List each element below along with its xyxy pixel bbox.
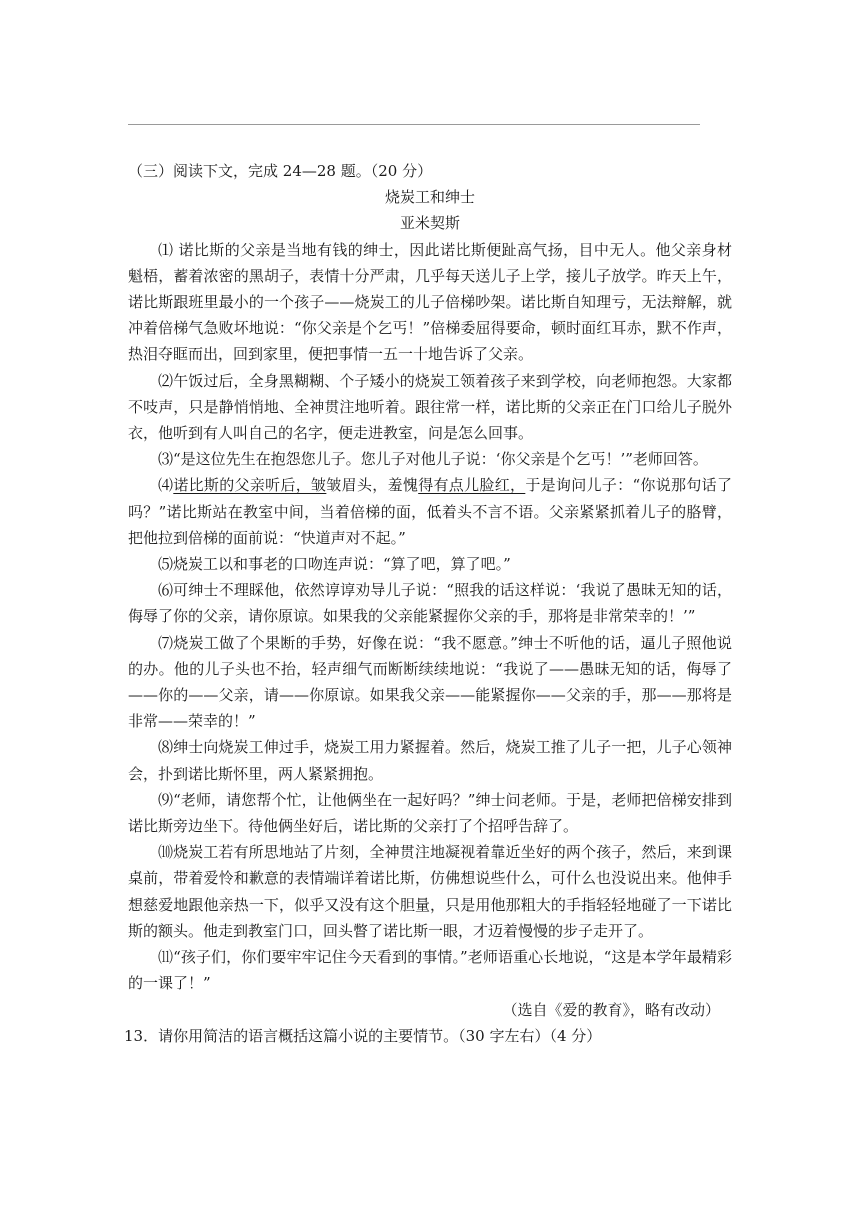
paragraph-4-text-2: 于是询问儿子：“你说那句话了吗？”诺比斯站在教室中间，当着倍梯的面，低着头不言不语。父亲紧紧抓着儿子的胳臂，把他拉到倍梯的面前说：“快道声对不起。” [128, 476, 732, 547]
article-title: 烧炭工和绅士 [384, 188, 475, 207]
paragraph-4-number: ⑷ [158, 476, 174, 495]
paragraph-4-text-1: 皱眉头，羞愧 [326, 476, 419, 495]
paragraph-8: ⑻绅士向烧炭工伸过手，烧炭工用力紧握着。然后，烧炭工推了儿子一把，儿子心领神会，扑到诺比斯怀里，两人紧紧拥抱。 [128, 738, 732, 783]
paragraph-9: ⑼“老师，请您帮个忙，让他俩坐在一起好吗？”绅士问老师。于是，老师把倍梯安排到诺比斯旁边坐下。待他俩坐好后，诺比斯的父亲打了个招呼告辞了。 [128, 790, 732, 836]
question-13: 13．请你用简洁的语言概括这篇小说的主要情节。（30 字左右）（4 分） [124, 1026, 602, 1045]
underlined-phrase-2: 得有点儿脸红， [418, 476, 526, 495]
paragraph-11: ⑾“孩子们，你们要牢牢记住今天看到的事情。”老师语重心长地说，“这是本学年最精彩的一课了！” [128, 948, 732, 993]
document-body [124, 158, 732, 1049]
paragraph-3: ⑶“是这位先生在抱怨您儿子。您儿子对他儿子说：‘你父亲是个乞丐！’”老师回答。 [158, 450, 708, 469]
paragraph-5: ⑸烧炭工以和事老的口吻连声说：“算了吧，算了吧。” [158, 555, 511, 574]
paragraph-6: ⑹可绅士不理睬他，依然谆谆劝导儿子说：“照我的话这样说：‘我说了愚昧无知的话，侮辱了你的父亲，请你原谅。如果我的父亲能紧握你父亲的手，那将是非常荣幸的！’” [128, 581, 732, 626]
paragraph-1: ⑴ 诺比斯的父亲是当地有钱的绅士，因此诺比斯便趾高气扬，目中无人。他父亲身材魁梧，蓄着浓密的黑胡子，表情十分严肃，几乎每天送儿子上学，接儿子放学。昨天上午，诺比斯跟班里最小的一个孩子——烧炭工的儿子倍梯吵架。诺比斯自知理亏，无法辩解，就冲着倍梯气急败坏地说：“你父亲是个乞丐！”倍梯委屈得要命，顿时面红耳赤，默不作声，热泪夺眶而出，回到家里，便把事情一五一十地告诉了父亲。 [128, 240, 732, 364]
underlined-phrase-1: 诺比斯的父亲听后，皱 [173, 476, 327, 495]
header-rule [128, 124, 700, 125]
source-citation: （选自《爱的教育》，略有改动） [502, 1000, 720, 1019]
paragraph-2: ⑵午饭过后，全身黑糊糊、个子矮小的烧炭工领着孩子来到学校，向老师抱怨。大家都不吱声，只是静悄悄地、全神贯注地听着。跟往常一样，诺比斯的父亲正在门口给儿子脱外衣，他听到有人叫自己的名字，便走进教室，问是怎么回事。 [128, 371, 732, 443]
paragraph-10: ⑽烧炭工若有所思地站了片刻，全神贯注地凝视着靠近坐好的两个孩子，然后，来到课桌前，带着爱怜和歉意的表情端详着诺比斯，仿佛想说些什么，可什么也没说出来。他伸手想慈爱地跟他亲热一下，似乎又没有这个胆量，只是用他那粗大的手指轻轻地碰了一下诺比斯的额头。他走到教室门口，回头瞥了诺比斯一眼，才迈着慢慢的步子走开了。 [128, 843, 732, 940]
reading-instruction: （三）阅读下文，完成 24—28 题。（20 分） [128, 162, 433, 180]
paragraph-7: ⑺烧炭工做了个果断的手势，好像在说：“我不愿意。”绅士不听他的话，逼儿子照他说的办。他的儿子头也不抬，轻声细气而断断续续地说：“我说了——愚昧无知的话，侮辱了——你的——父亲，请——你原谅。如果我父亲——能紧握你——父亲的手，那——那将是非常——荣幸的！” [128, 633, 732, 731]
article-author: 亚米契斯 [399, 214, 460, 233]
paragraph-4 [128, 472, 732, 551]
